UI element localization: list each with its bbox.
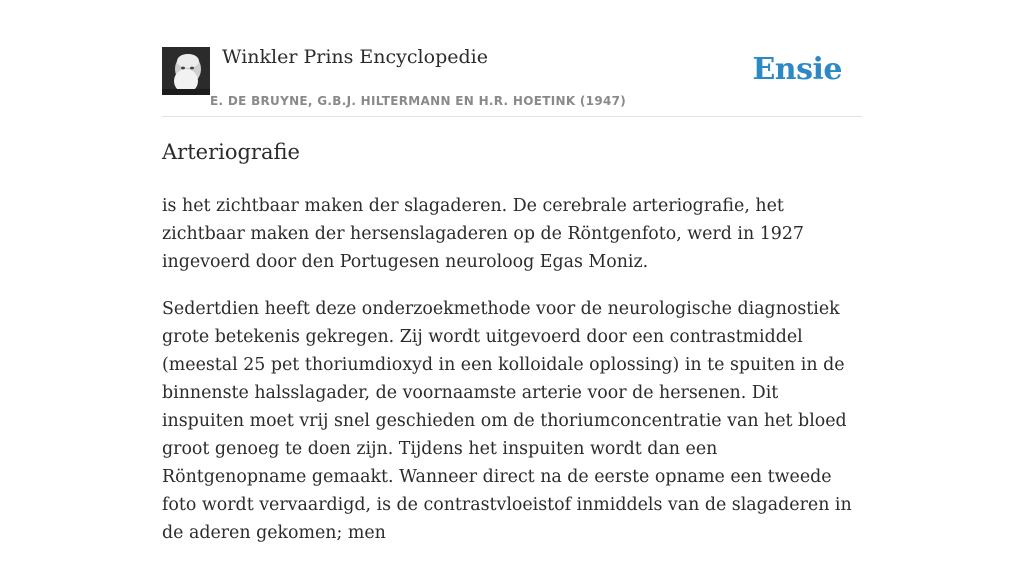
- article-paragraph: is het zichtbaar maken der slagaderen. De cerebrale arteriografie, het zichtbaar maken der hersenslagaderen op de Röntgenfoto, werd in 1927 ingevoerd door den Portugesen neuroloog Egas Moniz.: [162, 196, 804, 272]
- source-title[interactable]: Winkler Prins Encyclopedie: [222, 46, 488, 68]
- author-avatar: [162, 47, 210, 95]
- author-portrait-icon: [162, 47, 210, 95]
- article-body: [162, 192, 862, 566]
- source-header: [162, 0, 862, 117]
- article-title: Arteriografie: [162, 140, 300, 164]
- page: [162, 0, 862, 543]
- ensie-logo[interactable]: Ensie: [752, 52, 842, 87]
- source-authors: E. DE BRUYNE, G.B.J. HILTERMANN EN H.R. HOETINK (1947): [210, 94, 627, 108]
- article-paragraph: Sedertdien heeft deze onderzoekmethode voor de neurologische diagnostiek grote betekenis gekregen. Zij wordt uitgevoerd door een contrastmiddel (meestal 25 pet thoriumdioxyd in een kolloidale oplossing) in te spuiten in de binnenste halsslagader, de voornaamste arterie voor de hersenen. Dit inspuiten moet vrij snel geschieden om de thoriumconcentratie van het bloed groot genoeg te doen zijn. Tijdens het inspuiten wordt dan een Röntgenopname gemaakt. Wanneer direct na de eerste opname een tweede foto wordt vervaardigd, is de contrastvloeistof inmiddels van de slagaderen in de aderen gekomen; men: [162, 299, 852, 543]
